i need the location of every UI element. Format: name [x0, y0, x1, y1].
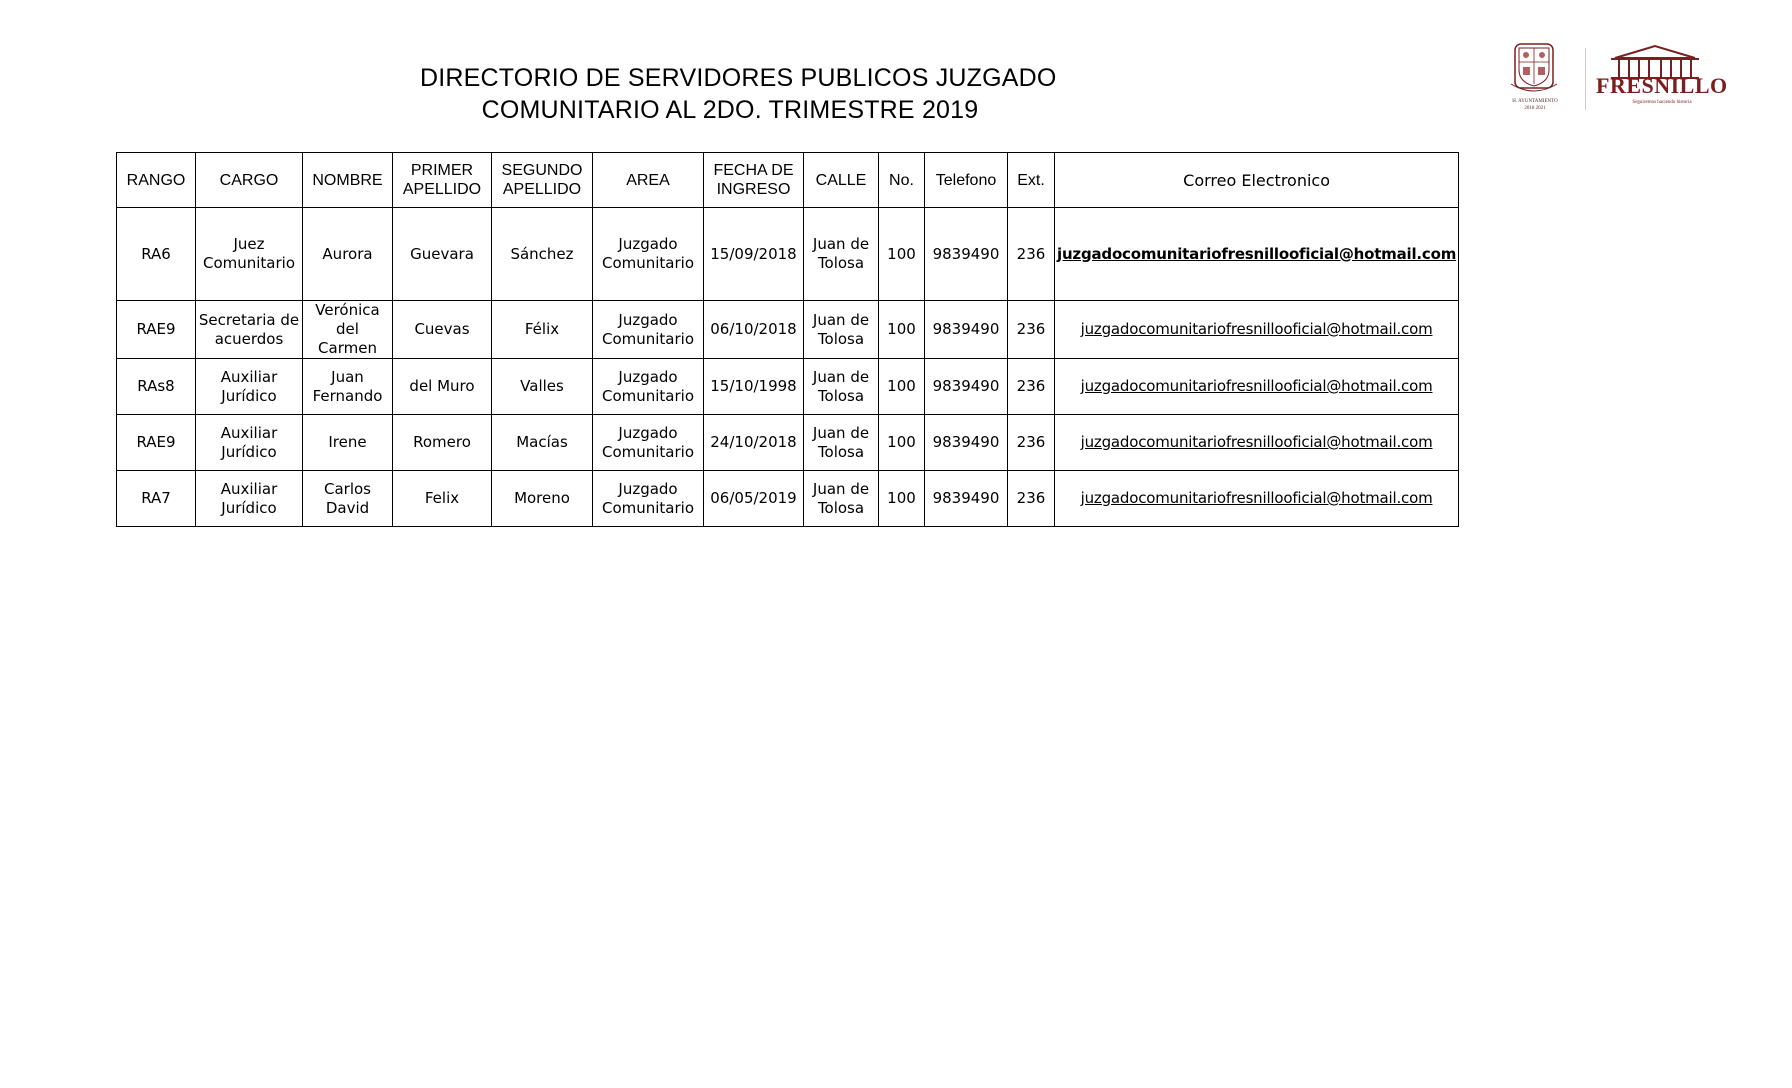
cell-segundo-apellido: Macías — [492, 415, 593, 471]
cell-calle: Juan de Tolosa — [804, 359, 879, 415]
header-cargo: CARGO — [196, 153, 303, 208]
cell-primer-apellido: del Muro — [393, 359, 492, 415]
cell-rango: RA6 — [117, 208, 196, 301]
title-line-1: DIRECTORIO DE SERVIDORES PUBLICOS JUZGADO — [420, 64, 1057, 92]
cell-primer-apellido: Cuevas — [393, 301, 492, 359]
cell-ext: 236 — [1008, 471, 1055, 527]
cell-cargo: Auxiliar Jurídico — [196, 471, 303, 527]
document-title — [420, 62, 1057, 126]
cell-nombre: Carlos David — [303, 471, 393, 527]
cell-telefono: 9839490 — [925, 359, 1008, 415]
cell-area: Juzgado Comunitario — [593, 301, 704, 359]
email-link[interactable]: juzgadocomunitariofresnillooficial@hotmail.com — [1055, 359, 1459, 415]
cell-ext: 236 — [1008, 208, 1055, 301]
table-row — [117, 415, 1459, 471]
header-primer-apellido: PRIMER APELLIDO — [393, 153, 492, 208]
cell-no: 100 — [879, 359, 925, 415]
cell-rango: RAE9 — [117, 415, 196, 471]
header-ext: Ext. — [1008, 153, 1055, 208]
cell-telefono: 9839490 — [925, 415, 1008, 471]
fresnillo-wordmark: FRESNILLO — [1596, 73, 1728, 98]
cell-fecha-ingreso: 24/10/2018 — [704, 415, 804, 471]
header-segundo-apellido: SEGUNDO APELLIDO — [492, 153, 593, 208]
coat-of-arms-icon — [1505, 40, 1563, 98]
cell-segundo-apellido: Moreno — [492, 471, 593, 527]
cell-nombre: Verónica del Carmen — [303, 301, 393, 359]
cell-area: Juzgado Comunitario — [593, 471, 704, 527]
cell-nombre: Aurora — [303, 208, 393, 301]
header-calle: CALLE — [804, 153, 879, 208]
cell-cargo: Auxiliar Jurídico — [196, 415, 303, 471]
cell-calle: Juan de Tolosa — [804, 415, 879, 471]
cell-primer-apellido: Guevara — [393, 208, 492, 301]
cell-fecha-ingreso: 06/10/2018 — [704, 301, 804, 359]
cell-fecha-ingreso: 06/05/2019 — [704, 471, 804, 527]
email-link[interactable]: juzgadocomunitariofresnillooficial@hotmail.com — [1055, 471, 1459, 527]
cell-no: 100 — [879, 471, 925, 527]
cell-no: 100 — [879, 415, 925, 471]
header-nombre: NOMBRE — [303, 153, 393, 208]
cell-rango: RAE9 — [117, 301, 196, 359]
header-area: AREA — [593, 153, 704, 208]
logos — [1505, 40, 1745, 118]
table-row — [117, 359, 1459, 415]
cell-no: 100 — [879, 301, 925, 359]
seal-caption-years: 2018 2021 — [1524, 106, 1546, 111]
fresnillo-tagline: Seguiremos haciendo historia — [1632, 100, 1692, 105]
cell-calle: Juan de Tolosa — [804, 471, 879, 527]
table-header-row — [117, 153, 1459, 208]
cell-cargo: Auxiliar Jurídico — [196, 359, 303, 415]
header-no: No. — [879, 153, 925, 208]
directory-table — [116, 152, 1459, 527]
cell-segundo-apellido: Valles — [492, 359, 593, 415]
cell-primer-apellido: Felix — [393, 471, 492, 527]
cell-fecha-ingreso: 15/10/1998 — [704, 359, 804, 415]
cell-rango: RAs8 — [117, 359, 196, 415]
cell-telefono: 9839490 — [925, 301, 1008, 359]
header-telefono: Telefono — [925, 153, 1008, 208]
title-line-2: COMUNITARIO AL 2DO. TRIMESTRE 2019 — [481, 96, 979, 124]
cell-segundo-apellido: Félix — [492, 301, 593, 359]
cell-area: Juzgado Comunitario — [593, 208, 704, 301]
header-correo: Correo Electronico — [1055, 153, 1459, 208]
cell-rango: RA7 — [117, 471, 196, 527]
cell-ext: 236 — [1008, 415, 1055, 471]
cell-segundo-apellido: Sánchez — [492, 208, 593, 301]
email-link[interactable]: juzgadocomunitariofresnillooficial@hotmail.com — [1055, 415, 1459, 471]
municipal-seal-logo — [1505, 40, 1563, 118]
cell-ext: 236 — [1008, 301, 1055, 359]
cell-area: Juzgado Comunitario — [593, 415, 704, 471]
cell-no: 100 — [879, 208, 925, 301]
table-row — [117, 471, 1459, 527]
cell-nombre: Irene — [303, 415, 393, 471]
cell-fecha-ingreso: 15/09/2018 — [704, 208, 804, 301]
table-row — [117, 208, 1459, 301]
table-row — [117, 301, 1459, 359]
email-link[interactable]: juzgadocomunitariofresnillooficial@hotmail.com — [1055, 301, 1459, 359]
cell-cargo: Secretaria de acuerdos — [196, 301, 303, 359]
seal-caption-top: H. AYUNTAMIENTO — [1512, 99, 1558, 104]
cell-telefono: 9839490 — [925, 208, 1008, 301]
cell-primer-apellido: Romero — [393, 415, 492, 471]
cell-calle: Juan de Tolosa — [804, 301, 879, 359]
cell-ext: 236 — [1008, 359, 1055, 415]
header-fecha-ingreso: FECHA DE INGRESO — [704, 153, 804, 208]
cell-telefono: 9839490 — [925, 471, 1008, 527]
header-rango: RANGO — [117, 153, 196, 208]
email-link[interactable]: juzgadocomunitariofresnillooficial@hotmail.com — [1055, 208, 1459, 301]
cell-calle: Juan de Tolosa — [804, 208, 879, 301]
cell-nombre: Juan Fernando — [303, 359, 393, 415]
logo-divider — [1585, 48, 1586, 110]
cell-area: Juzgado Comunitario — [593, 359, 704, 415]
cell-cargo: Juez Comunitario — [196, 208, 303, 301]
